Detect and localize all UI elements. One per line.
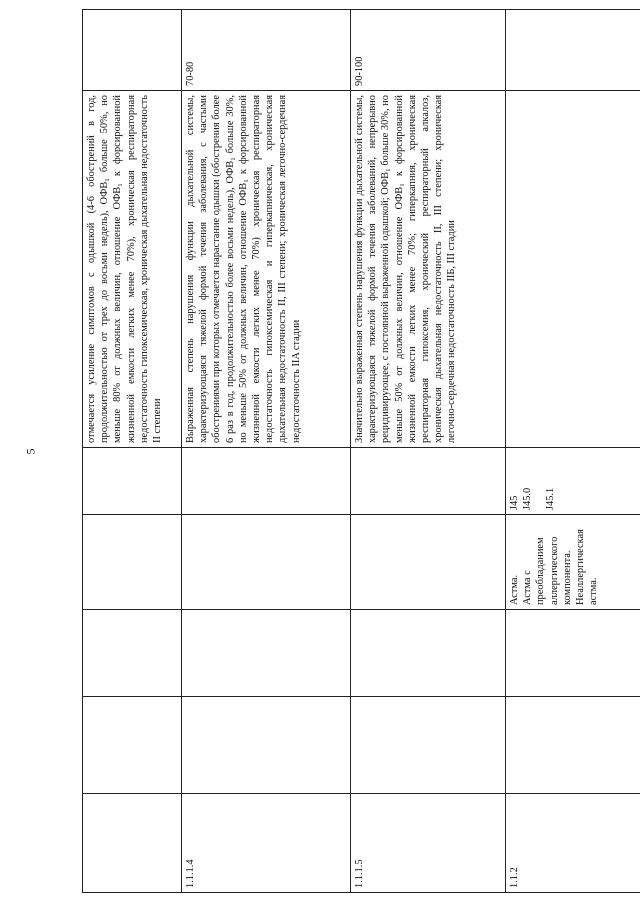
table-row xyxy=(506,10,640,893)
percent-cell: 90-100 xyxy=(351,10,506,91)
code-cell: 1.1.1.5 xyxy=(351,794,506,893)
percent-cell: 70-80 xyxy=(182,10,351,91)
table-row xyxy=(182,10,351,893)
empty-cell xyxy=(506,610,640,697)
diagnosis-name-cell xyxy=(506,515,640,610)
diagnosis-name: Астма с преобладанием аллергического компонента. xyxy=(522,536,573,605)
code-cell: 1.1.2 xyxy=(506,794,640,893)
icd-code: J45.1 xyxy=(545,487,557,510)
page-number: 5 xyxy=(23,448,38,455)
icd-cell xyxy=(351,448,506,515)
empty-cell xyxy=(83,610,182,697)
description-cell: Выраженная степень нарушения функции дыхательной системы, характеризующаяся тяжелой формой течения заболевания, с частыми обострениями при которых отмечается нарастание одышки (обострения более 6 раз в год, продолжительностью более восьми недель), ОФВ₁ больше 30%, но меньше 50% от должных величин, отношение ОФВ₁ к форсированной жизненной емкости легких менее 70%) хроническая респираторная недостаточность гипоксемическая и гиперкапническая, хроническая дыхательная недостаточность II, III степени; хроническая легочно-сердечная недостаточность IIA стадии xyxy=(182,91,351,448)
description-cell: Значительно выраженная степень нарушения функции дыхательной системы, характеризующаяся тяжелой формой течения заболеваний, непрерывно рецидивирующее, с постоянной выраженной одышкой; ОФВ₁ больше 30%, но меньше 50% от должных величин, отношение ОФВ₁ к форсированной жизненной емкости легких менее 70%; гиперкапния, хроническая респираторная гипоксемия, хронический респираторный алкалоз, хроническая дыхательная недостаточность II, III степени; хроническая легочно-сердечная недостаточность IIБ, III стадии xyxy=(351,91,506,448)
empty-cell xyxy=(182,610,351,697)
empty-cell xyxy=(351,515,506,610)
diagnosis-name: Неаллергическая астма. xyxy=(575,529,600,605)
empty-cell xyxy=(83,515,182,610)
icd-cell xyxy=(506,448,640,515)
icd-code: J45 xyxy=(509,495,520,510)
empty-cell xyxy=(182,697,351,794)
icd-code: J45.0 xyxy=(522,487,534,510)
table-row xyxy=(351,10,506,893)
description-cell xyxy=(506,91,640,448)
code-cell: 1.1.1.4 xyxy=(182,794,351,893)
empty-cell xyxy=(182,515,351,610)
empty-cell xyxy=(83,697,182,794)
disability-criteria-table xyxy=(82,9,640,893)
empty-cell xyxy=(351,610,506,697)
icd-cell xyxy=(182,448,351,515)
description-cell: отмечается усиление симптомов с одышкой (4-6 обострений в год, продолжительностью от трех до восьми недель), ОФВ₁ больше 50%, но меньше 80% от должных величин, отношение ОФВ₁ к форсированной жизненной емкости легких менее 70%), хроническая респираторная недостаточность гипоксемическая, хроническая дыхательная недостаточность II степени xyxy=(83,91,182,448)
icd-cell xyxy=(83,448,182,515)
rotated-page xyxy=(82,10,620,893)
diagnosis-name: Астма. xyxy=(509,574,520,605)
table-row xyxy=(83,10,182,893)
percent-cell xyxy=(506,10,640,91)
empty-cell xyxy=(351,697,506,794)
code-cell xyxy=(83,794,182,893)
empty-cell xyxy=(506,697,640,794)
percent-cell xyxy=(83,10,182,91)
